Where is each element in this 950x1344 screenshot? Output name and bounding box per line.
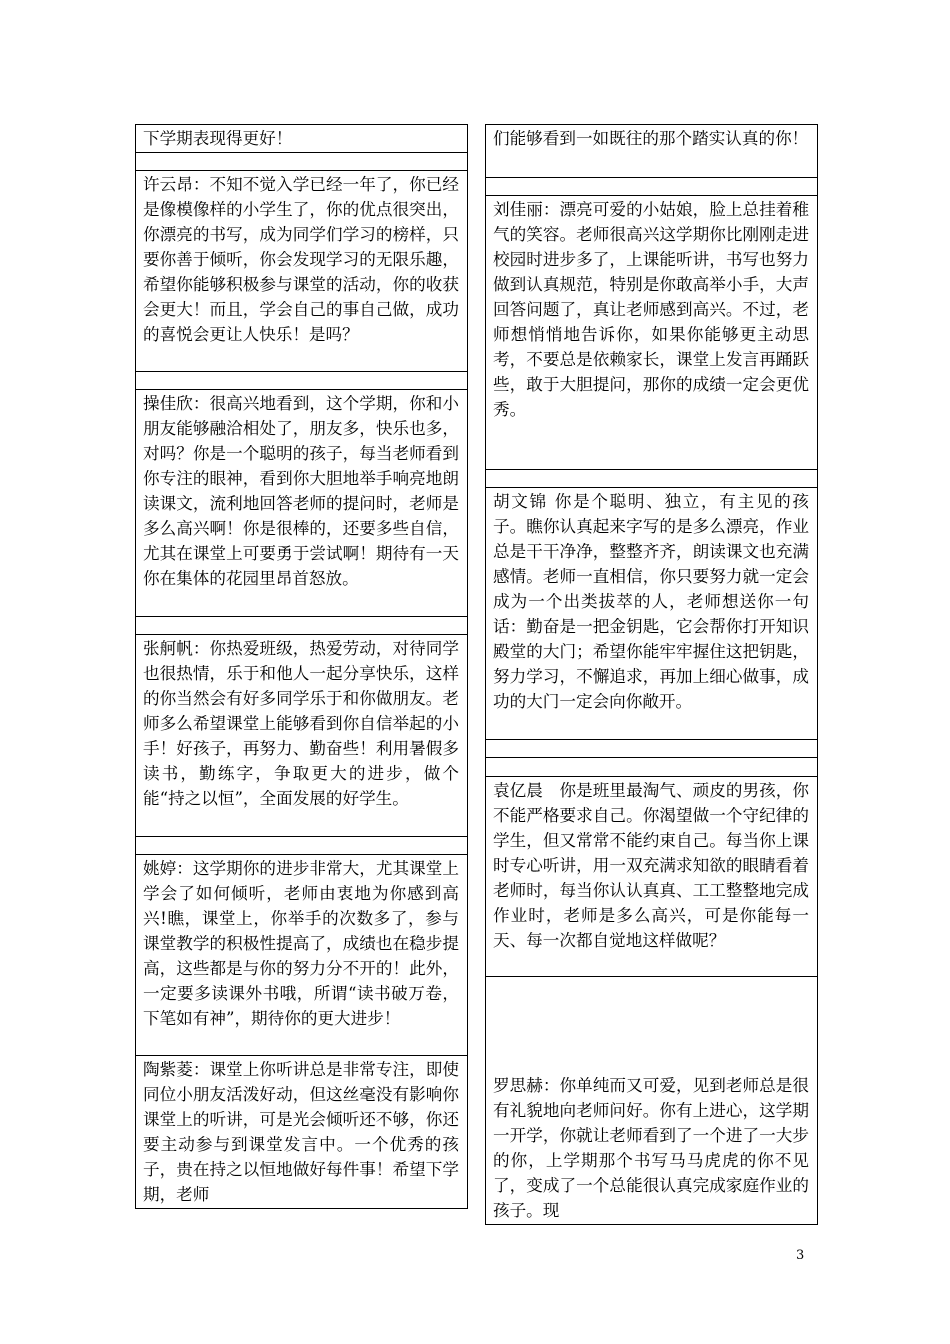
comment-cell-xu-yunang: 许云昂：不知不觉入学已经一年了，你已经是像模像样的小学生了，你的优点很突出，你漂亮的书写，成为同学们学习的榜样，只要你善于倾听，你会发现学习的无限乐趣，希望你能够积极参与课堂的活动，你的收获会更大！而且，学会自己的事自己做，成功的喜悦会更让人快乐！是吗？: [136, 171, 468, 372]
page-number: 3: [796, 1248, 805, 1263]
comment-cell-yuan-yichen: 袁亿晨 你是班里最淘气、顽皮的男孩，你不能严格要求自己。你渴望做一个守纪律的学生，但又常常不能约束自己。每当你上课时专心听讲，用一双充满求知欲的眼睛看着老师时，每当你认认真真、工工整整地完成作业时，老师是多么高兴，可是你能每一天、每一次都自觉地这样做呢？: [486, 777, 818, 977]
comment-cell-tao-ziling: 陶紫菱：课堂上你听讲总是非常专注，即使同位小朋友活泼好动，但这丝毫没有影响你课堂上的听讲，可是光会倾听还不够，你还要主动参与到课堂发言中。一个优秀的孩子，贵在持之以恒地做好每件事！希望下学期，老师: [136, 1056, 468, 1209]
comment-cell-cao-jiaxin: 操佳欣：很高兴地看到，这个学期，你和小朋友能够融洽相处了，朋友多，快乐也多，对吗？你是一个聪明的孩子，每当老师看到你专注的眼神，看到你大胆地举手响亮地朗读课文，流利地回答老师的提问时，老师是多么高兴啊！你是很棒的，还要多些自信，尤其在课堂上可要勇于尝试啊！期待有一天你在集体的花园里昂首怒放。: [136, 390, 468, 617]
spacer-cell: [136, 617, 468, 635]
spacer-cell: [136, 837, 468, 855]
left-comment-table: [135, 124, 468, 1209]
spacer-cell: [486, 740, 818, 758]
right-comment-table: [485, 124, 818, 1225]
spacer-cell: [136, 372, 468, 390]
comment-cell-zhang-gefan: 张舸帆：你热爱班级，热爱劳动，对待同学也很热情，乐于和他人一起分享快乐，这样的你当然会有好多同学乐于和你做朋友。老师多么希望课堂上能够看到你自信举起的小手！好孩子，再努力、勤奋些！利用暑假多读书，勤练字，争取更大的进步，做个能“持之以恒”，全面发展的好学生。: [136, 635, 468, 837]
comment-cell-liu-jiali: 刘佳丽：漂亮可爱的小姑娘，脸上总挂着稚气的笑容。老师很高兴这学期你比刚刚走进校园时进步多了，上课能听讲，书写也努力做到认真规范，特别是你敢高举小手，大声回答问题了，真让老师感到高兴。不过，老师想悄悄地告诉你，如果你能够更主动思考，不要总是依赖家长，课堂上发言再踊跃些，敢于大胆提问，那你的成绩一定会更优秀。: [486, 196, 818, 470]
comment-cell: 下学期表现得更好！: [136, 125, 468, 153]
comment-cell: 们能够看到一如既往的那个踏实认真的你！: [486, 125, 818, 178]
comment-cell-luo-sihe: 罗思赫：你单纯而又可爱，见到老师总是很有礼貌地向老师问好。你有上进心，这学期一开学，你就让老师看到了一个进了一大步的你，上学期那个书写马马虎虎的你不见了，变成了一个总能很认真完成家庭作业的孩子。现: [486, 977, 818, 1225]
spacer-cell: [486, 758, 818, 777]
comment-cell-yao-ting: 姚婷：这学期你的进步非常大，尤其课堂上学会了如何倾听，老师由衷地为你感到高兴!瞧，课堂上，你举手的次数多了，参与课堂教学的积极性提高了，成绩也在稳步提高，这些都是与你的努力分不开的！此外，一定要多读课外书哦，所谓“读书破万卷，下笔如有神”，期待你的更大进步！: [136, 855, 468, 1056]
spacer-cell: [486, 178, 818, 196]
spacer-cell: [136, 153, 468, 171]
spacer-cell: [486, 470, 818, 488]
comment-cell-hu-wenjin: 胡文锦 你是个聪明、独立，有主见的孩子。瞧你认真起来字写的是多么漂亮，作业总是干干净净，整整齐齐，朗读课文也充满感情。老师一直相信，你只要努力就一定会成为一个出类拔萃的人，老师想送你一句话：勤奋是一把金钥匙，它会帮你打开知识殿堂的大门；希望你能牢牢握住这把钥匙，努力学习，不懈追求，再加上细心做事，成功的大门一定会向你敞开。: [486, 488, 818, 740]
